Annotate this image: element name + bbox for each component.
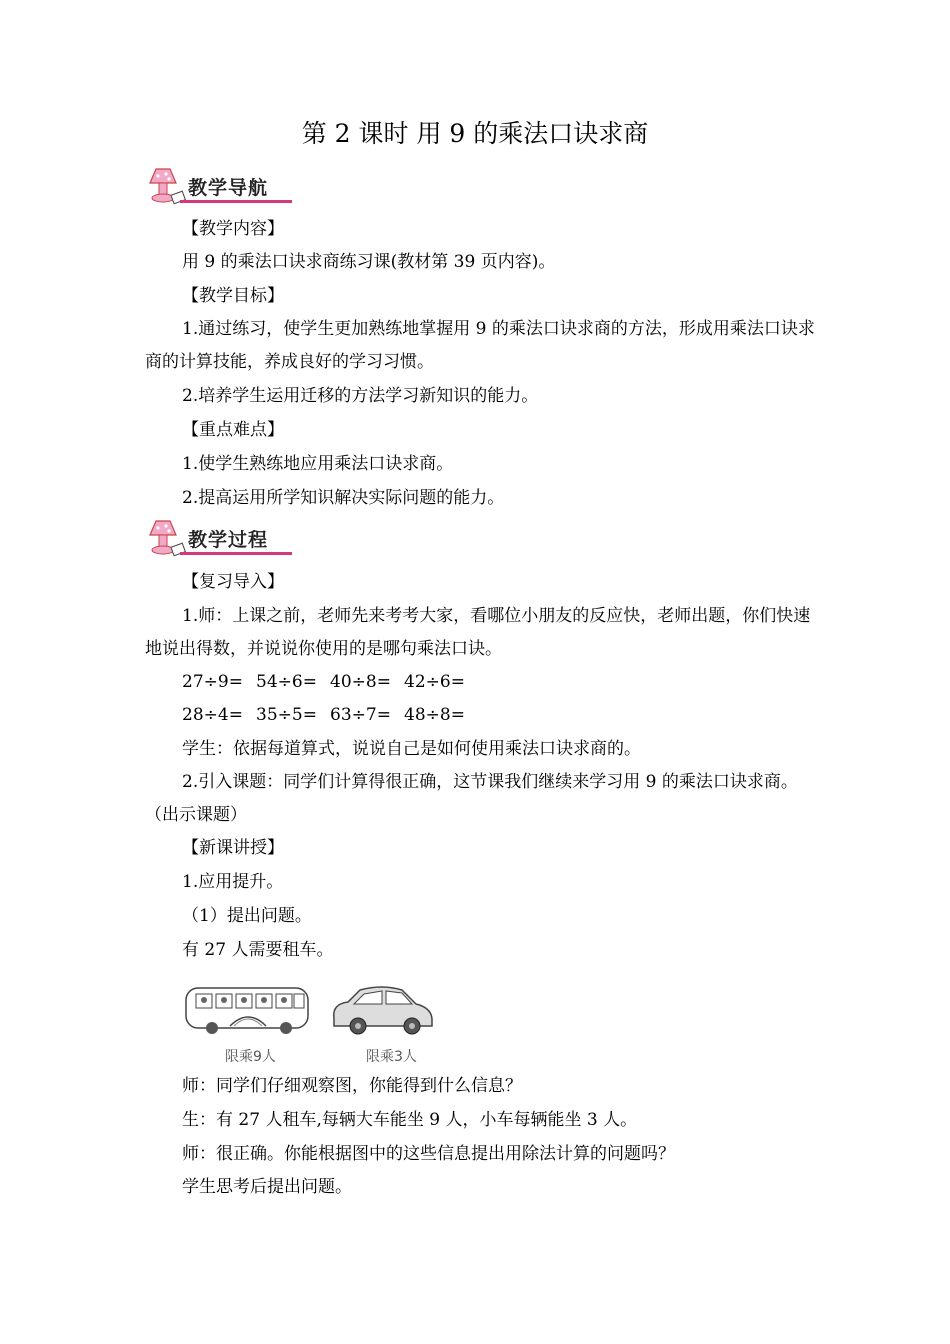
bus-icon	[186, 988, 308, 1034]
key-heading: 【重点难点】	[182, 420, 284, 440]
key-2: 2.提高运用所学知识解决实际问题的能力。	[182, 488, 505, 508]
review-1: 1.师：上课之前，老师先来考考大家，看哪位小朋友的反应快，老师出题，你们快速地说出得数，并说说你使用的是哪句乘法口诀。	[145, 606, 811, 659]
page-title: 第 2 课时 用 9 的乘法口诀求商	[301, 119, 649, 148]
student-line-1: 生：有 27 人租车,每辆大车能坐 9 人，小车每辆能坐 3 人。	[182, 1110, 638, 1130]
new-1-1: （1）提出问题。	[182, 906, 312, 926]
divider	[180, 552, 292, 555]
new-heading: 【新课讲授】	[182, 838, 284, 858]
equation: 63÷7=	[330, 705, 391, 725]
equation: 28÷4=	[182, 705, 243, 725]
goal-1: 1.通过练习，使学生更加熟练地掌握用 9 的乘法口诀求商的方法，形成用乘法口诀求商的计算技能，养成良好的学习习惯。	[145, 319, 815, 372]
banner-teaching-nav	[142, 165, 292, 207]
car-caption: 限乘3人	[366, 1049, 417, 1065]
content-heading: 【教学内容】	[182, 219, 284, 239]
student-line-2: 学生思考后提出问题。	[182, 1177, 352, 1197]
banner-teaching-process	[142, 517, 292, 559]
review-2: 2.引入课题：同学们计算得很正确，这节课我们继续来学习用 9 的乘法口诀求商。（出示课题）	[145, 772, 798, 825]
review-student: 学生：依据每道算式，说说自己是如何使用乘法口诀求商的。	[182, 739, 641, 759]
key-1: 1.使学生熟练地应用乘法口诀求商。	[182, 454, 454, 474]
equation: 27÷9=	[182, 672, 243, 692]
bus-caption: 限乘9人	[225, 1049, 276, 1065]
equation: 40÷8=	[330, 672, 391, 692]
banner-label: 教学导航	[188, 177, 269, 199]
divider	[180, 200, 292, 203]
equation: 48÷8=	[404, 705, 465, 725]
equation: 54÷6=	[256, 672, 317, 692]
goal-2: 2.培养学生运用迁移的方法学习新知识的能力。	[182, 386, 539, 406]
equation: 35÷5=	[256, 705, 317, 725]
goal-heading: 【教学目标】	[182, 286, 284, 306]
teacher-line-1: 师：同学们仔细观察图，你能得到什么信息？	[182, 1076, 522, 1096]
car-icon	[334, 987, 432, 1034]
review-heading: 【复习导入】	[182, 572, 284, 592]
vehicle-figure	[182, 980, 442, 1040]
content-text: 用 9 的乘法口诀求商练习课(教材第 39 页内容)。	[182, 252, 556, 272]
teacher-line-2: 师：很正确。你能根据图中的这些信息提出用除法计算的问题吗？	[182, 1144, 675, 1164]
new-1-2: 有 27 人需要租车。	[182, 940, 334, 960]
equation: 42÷6=	[404, 672, 465, 692]
banner-label: 教学过程	[188, 529, 269, 551]
new-1: 1.应用提升。	[182, 872, 284, 892]
